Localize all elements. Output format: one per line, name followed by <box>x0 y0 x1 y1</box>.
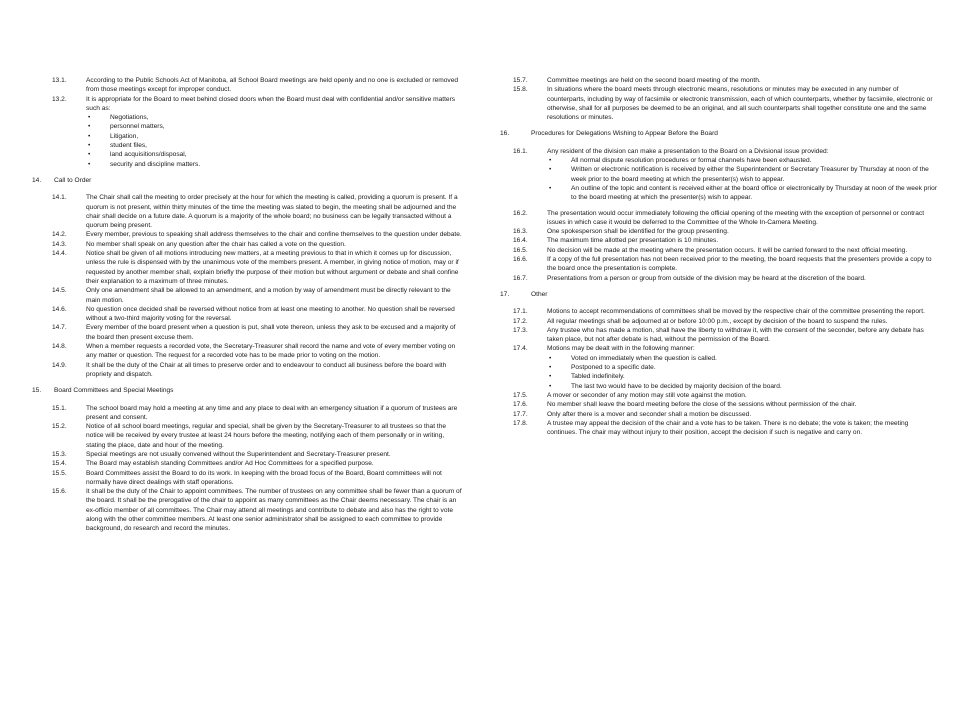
clause-15-1 <box>52 404 462 423</box>
clause-number: 15.7. <box>513 77 528 84</box>
section-number: 14. <box>32 176 42 184</box>
clause-13-2 <box>52 95 462 114</box>
clause-number: 17.6. <box>513 401 528 409</box>
clause-text: Notice shall be given of all motions introducing new matters, at a meeting previous to that in which it comes up for discussion, unless the rule is dispensed with by the unanimous vote of the members present. A member, in giving notice of motion, may or if requested by another member shall, explain briefly the purpose of their motion but without argument or debate and shall confine their explanation to a maximum of three minutes. <box>86 250 459 285</box>
clause-text: Any trustee who has made a motion, shall have the liberty to withdraw it, with the consent of the seconder, before any debate has taken place, but not after debate is had, without the permission of the Board. <box>547 326 924 344</box>
bullet-item <box>52 160 462 169</box>
bullet-icon: • <box>549 166 552 174</box>
clause-number: 13.2. <box>52 95 67 103</box>
clause-text: Motions may be dealt with in the following manner: <box>547 345 695 353</box>
clause-text: Every member, previous to speaking shall address themselves to the chair and confine themselves to the question under debate. <box>86 231 462 239</box>
bullet-icon: • <box>88 123 91 131</box>
clause-17-2 <box>513 317 938 326</box>
clause-number: 16.4. <box>513 237 528 245</box>
bullet-text: The last two would have to be decided by majority decision of the board. <box>571 382 782 390</box>
clause-text: The school board may hold a meeting at any time and any place to deal with an emergency situation if a quorum of trustees are present and consent. <box>86 404 458 421</box>
clause-number: 16.1. <box>513 147 528 155</box>
bullet-item <box>513 184 938 203</box>
bullet-icon: • <box>549 364 552 372</box>
clause-text: The Chair shall call the meeting to order precisely at the hour for which the meeting is called, providing a quorum is present. If a quorum is not present, within thirty minutes of the time the meeting was slated to begin, the meeting shall be adjourned and the chair shall decide on a future date. A quorum is a majority of the whole board; no business can be legally transacted without a quorum being present. <box>86 194 458 230</box>
bullet-text: Postponed to a specific date. <box>571 364 656 372</box>
clause-16-5 <box>513 246 938 255</box>
clause-text: Any resident of the division can make a presentation to the Board on a Divisional issue provided: <box>547 147 829 155</box>
clause-15-4 <box>52 459 462 468</box>
clause-number: 16.2. <box>513 209 528 217</box>
clause-number: 14.1. <box>52 194 67 202</box>
clause-number: 15.1. <box>52 404 67 412</box>
clause-15-8 <box>513 85 938 122</box>
section-heading-15 <box>32 386 462 395</box>
bullet-item <box>52 150 462 159</box>
clause-number: 17.1. <box>513 308 528 316</box>
clause-15-3 <box>52 450 462 459</box>
section-title: Board Committees and Special Meetings <box>54 387 174 395</box>
clause-16-2 <box>513 209 938 228</box>
left-column <box>32 76 462 534</box>
clause-number: 14.8. <box>52 343 67 351</box>
clause-16-3 <box>513 227 938 236</box>
clause-number: 15.8. <box>513 86 528 94</box>
clause-number: 14.9. <box>52 361 67 369</box>
clause-15-5 <box>52 469 462 488</box>
clause-number: 14.6. <box>52 305 67 313</box>
bullet-item <box>52 113 462 122</box>
clause-number: 14.7. <box>52 324 67 332</box>
clause-text: If a copy of the full presentation has not been received prior to the meeting, the board requests that the presenters provide a copy to the board once the presentation is complete. <box>547 256 932 273</box>
clause-number: 17.5. <box>513 391 528 399</box>
clause-17-8 <box>513 419 938 438</box>
clause-text: Committee meetings are held on the second board meeting of the month. <box>547 77 761 84</box>
clause-number: 17.2. <box>513 317 528 325</box>
clause-text: Only one amendment shall be allowed to an amendment, and a motion by way of amendment must be directly relevant to the main motion. <box>86 287 451 304</box>
clause-text: Board Committees assist the Board to do its work. In keeping with the broad focus of the Board, Board committees will not normally have direct dealings with staff operations. <box>86 469 442 486</box>
clause-number: 14.5. <box>52 287 67 295</box>
clause-text: A trustee may appeal the decision of the chair and a vote has to be taken. There is no debate; the vote is taken; the meeting continues. The chair may without injury to their position, accept the decision if such is negative and carry on. <box>547 419 909 437</box>
bullet-icon: • <box>88 132 91 140</box>
right-column <box>500 76 938 437</box>
clause-number: 15.6. <box>52 488 67 496</box>
clause-text: When a member requests a recorded vote, the Secretary-Treasurer shall record the name and vote of every member voting on any matter or question. The request for a recorded vote has to be made prior to voting on the motion. <box>86 343 456 360</box>
clause-14-1 <box>52 193 462 230</box>
clause-number: 16.3. <box>513 228 528 236</box>
clause-number: 15.2. <box>52 423 67 431</box>
bullet-item <box>52 132 462 141</box>
clause-number: 16.7. <box>513 274 528 282</box>
clause-text: It shall be the duty of the Chair at all times to preserve order and to endeavour to conduct all business before the board with propriety and dispatch. <box>86 361 447 378</box>
clause-17-5 <box>513 391 938 400</box>
bullet-text: land acquisitions/disposal, <box>110 151 187 159</box>
bullet-text: personnel matters, <box>110 123 165 131</box>
clause-text: Only after there is a mover and seconder shall a motion be discussed. <box>547 410 752 418</box>
clause-16-7 <box>513 274 938 283</box>
clause-text: In situations where the board meets through electronic means, resolutions or minutes may be executed in any number of counterparts, including by way of facsimile or electronic transmission, each of which counterparts, whether by facsimile, electronic or otherwise, shall for all purposes be deemed to be an original, and all such counterparts shall together constitute one and the same resolutions or minutes. <box>547 86 933 122</box>
clause-number: 14.4. <box>52 250 67 258</box>
bullet-item <box>52 122 462 131</box>
clause-number: 16.6. <box>513 256 528 264</box>
section-number: 17. <box>500 290 510 298</box>
clause-14-7 <box>52 323 462 342</box>
clause-text: Presentations from a person or group from outside of the division may be heard at the discretion of the board. <box>547 274 866 282</box>
clause-text: Special meetings are not usually convened without the Superintendent and Secretary-Treasurer present. <box>86 450 391 458</box>
bullet-icon: • <box>88 142 91 150</box>
bullet-text: An outline of the topic and content is received either at the board office or electronically by Thursday at noon of the week prior to the board meeting at which the presenter(s) wish to appear. <box>571 184 937 202</box>
clause-text: Motions to accept recommendations of committees shall be moved by the respective chair of the committee presenting the report. <box>547 308 925 316</box>
bullet-item <box>513 382 938 391</box>
clause-17-1 <box>513 307 938 316</box>
clause-text: All regular meetings shall be adjourned at or before 10:00 p.m., except by decision of the board to suspend the rules. <box>547 317 888 325</box>
bullet-text: student files, <box>110 142 148 150</box>
clause-number: 15.4. <box>52 460 67 468</box>
clause-text: The Board may establish standing Committees and/or Ad Hoc Committees for a specified purpose. <box>86 460 374 468</box>
clause-text: One spokesperson shall be identified for the group presenting. <box>547 228 729 236</box>
bullet-text: Negotiations, <box>110 114 149 122</box>
bullet-icon: • <box>549 373 552 381</box>
section-title: Call to Order <box>54 176 92 184</box>
clause-14-5 <box>52 286 462 305</box>
bullet-icon: • <box>88 160 91 168</box>
clause-16-6 <box>513 255 938 274</box>
clause-15-6 <box>52 487 462 533</box>
bullet-icon: • <box>88 114 91 122</box>
clause-17-4 <box>513 344 938 353</box>
section-number: 15. <box>32 387 42 395</box>
section-heading-14 <box>32 176 462 185</box>
clause-17-7 <box>513 410 938 419</box>
clause-16-1 <box>513 147 938 156</box>
clause-15-7 <box>513 76 938 85</box>
clause-14-3 <box>52 240 462 249</box>
clause-number: 17.7. <box>513 410 528 418</box>
clause-number: 14.3. <box>52 240 67 248</box>
clause-number: 17.8. <box>513 419 528 427</box>
clause-14-6 <box>52 305 462 324</box>
clause-text: According to the Public Schools Act of Manitoba, all School Board meetings are held openly and no one is excluded or removed from those meetings except for improper conduct. <box>86 77 459 94</box>
clause-14-4 <box>52 249 462 286</box>
clause-text: Notice of all school board meetings, regular and special, shall be given by the Secretary-Treasurer to all trustees so that the notice will be received by every trustee at least 24 hours before the meeting, notifying each of them personally or in writing, stating the place, date and hour of the meeting. <box>86 423 447 449</box>
section-heading-17 <box>500 290 938 299</box>
section-title: Procedures for Delegations Wishing to Appear Before the Board <box>531 130 718 138</box>
clause-17-6 <box>513 400 938 409</box>
bullet-item <box>513 156 938 165</box>
section-title: Other <box>531 290 548 298</box>
clause-number: 14.2. <box>52 231 67 239</box>
section-number: 16. <box>500 130 510 138</box>
bullet-icon: • <box>549 184 552 192</box>
bullet-text: security and discipline matters. <box>110 160 201 168</box>
bullet-text: Litigation, <box>110 132 139 140</box>
clause-text: A mover or seconder of any motion may still vote against the motion. <box>547 391 747 399</box>
clause-14-8 <box>52 342 462 361</box>
bullet-item <box>513 363 938 372</box>
clause-text: The presentation would occur immediately following the official opening of the meeting with the exception of personnel or contract issues in which case it would be deferred to the Committee of the Whole In-Camera Meeting. <box>547 209 925 226</box>
bullet-text: Voted on immediately when the question is called. <box>571 354 717 362</box>
bullet-icon: • <box>549 157 552 165</box>
bullet-icon: • <box>549 382 552 390</box>
clause-number: 17.3. <box>513 326 528 334</box>
clause-number: 16.5. <box>513 246 528 254</box>
bullet-text: Tabled indefinitely. <box>571 373 625 381</box>
clause-text: No decision will be made at the meeting where the presentation occurs. It will be carried forward to the next official meeting. <box>547 246 908 254</box>
clause-number: 15.3. <box>52 450 67 458</box>
bullet-text: Written or electronic notification is received by either the Superintendent or Secretary Treasurer by Thursday at noon of the week prior to the board meeting at which the presenter(s) wish to appear. <box>571 166 929 183</box>
clause-text: It is appropriate for the Board to meet behind closed doors when the Board must deal with confidential and/or sensitive matters such as: <box>86 95 456 112</box>
bullet-icon: • <box>549 354 552 362</box>
bullet-item <box>513 354 938 363</box>
clause-17-3 <box>513 326 938 345</box>
bullet-item <box>513 165 938 184</box>
clause-text: The maximum time allotted per presentation is 10 minutes. <box>547 237 719 245</box>
clause-13-1 <box>52 76 462 95</box>
clause-14-9 <box>52 361 462 380</box>
bullet-text: All normal dispute resolution procedures or formal channels have been exhausted. <box>571 157 812 165</box>
clause-number: 13.1. <box>52 77 67 84</box>
clause-14-2 <box>52 230 462 239</box>
clause-text: No question once decided shall be reversed without notice from at least one meeting to another. No question shall be reversed without a two-third majority voting for the reversal. <box>86 305 455 323</box>
clause-16-4 <box>513 236 938 245</box>
clause-15-2 <box>52 422 462 450</box>
clause-text: Every member of the board present when a question is put, shall vote thereon, unless they ask to be excused and a majority of the board then present excuse them. <box>86 324 456 341</box>
section-heading-16 <box>500 129 938 138</box>
bullet-icon: • <box>88 151 91 159</box>
clause-text: It shall be the duty of the Chair to appoint committees. The number of trustees on any committee shall be fewer than a quorum of the board. It shall be the prerogative of the chair to appoint as many committees as the Chair deems necessary. The chair is an ex-officio member of all committees. The Chair may attend all meetings and contribute to debate and also has the right to vote along with the other committee members. At least one senior administrator shall be assigned to each committee to provide background, do research and record the minutes. <box>86 488 462 533</box>
bullet-item <box>513 372 938 381</box>
bullet-item <box>52 141 462 150</box>
clause-number: 15.5. <box>52 469 67 477</box>
clause-number: 17.4. <box>513 345 528 353</box>
clause-text: No member shall speak on any question after the chair has called a vote on the question. <box>86 240 346 248</box>
clause-text: No member shall leave the board meeting before the close of the sessions without permission of the chair. <box>547 401 857 409</box>
